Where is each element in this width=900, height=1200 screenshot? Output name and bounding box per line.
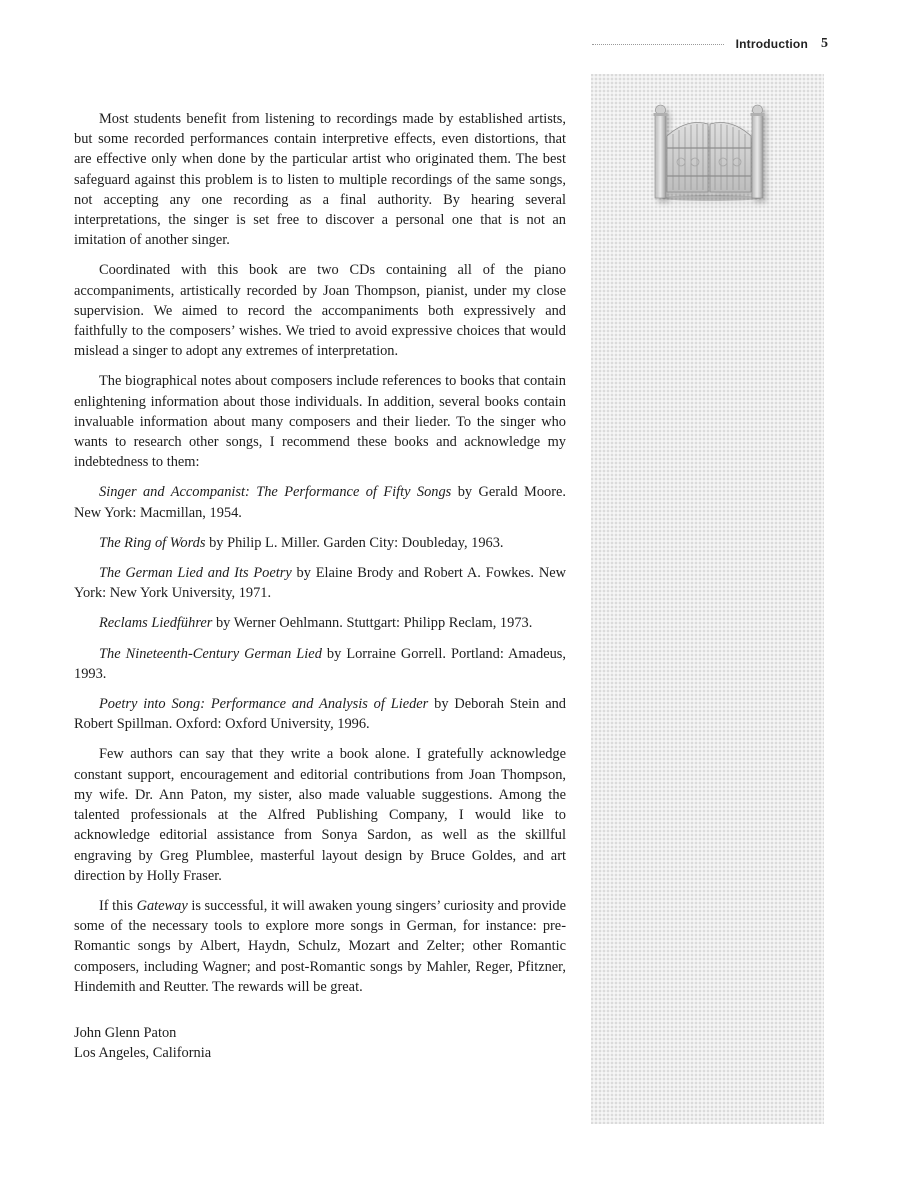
reference-item	[74, 563, 566, 603]
reference-details: by Philip L. Miller. Garden City: Doubleday, 1963.	[205, 534, 504, 551]
reference-details: by Deborah Stein and Robert Spillman. Oxford: Oxford University, 1996.	[74, 696, 566, 733]
author-name: John Glenn Paton	[74, 1024, 177, 1041]
reference-title: The German Lied and Its Poetry	[99, 565, 292, 582]
section-title: Introduction	[735, 37, 808, 51]
reference-details: by Elaine Brody and Robert A. Fowkes. New York: New York University, 1971.	[74, 565, 566, 602]
gateway-text-before: If this	[99, 897, 137, 914]
paragraph-biographical-notes: The biographical notes about composers include references to books that contain enlightening information about those individuals. In addition, several books contain invaluable information about many composers and their lieder. To the singer who wants to research other songs, I recommend these books and acknowledge my indebtedness to them:	[74, 373, 566, 471]
running-head	[592, 34, 828, 54]
signature	[74, 1023, 566, 1064]
author-location: Los Angeles, California	[74, 1045, 212, 1062]
paragraph-acknowledgements: Few authors can say that they write a book alone. I gratefully acknowledge constant support, encouragement and editorial contributions from Joan Thompson, my wife. Dr. Ann Paton, my sister, also made valuable suggestions. Among the talented professionals at the Alfred Publishing Company, I would like to acknowledge editorial assistance from Sonya Sardon, as well as the skillful engraving by Greg Plumblee, masterful layout design by Bruce Goldes, and art direction by Holly Fraser.	[74, 746, 566, 884]
reference-details: by Lorraine Gorrell. Portland: Amadeus, 1993.	[74, 645, 566, 682]
reference-item	[74, 482, 566, 522]
side-panel	[591, 74, 824, 1124]
reference-title: Poetry into Song: Performance and Analysis of Lieder	[99, 696, 429, 713]
reference-item	[74, 613, 566, 633]
page-number: 5	[821, 36, 828, 51]
reference-title: The Nineteenth-Century German Lied	[99, 645, 322, 662]
reference-details: by Gerald Moore. New York: Macmillan, 1954.	[74, 484, 567, 521]
gate-icon	[651, 102, 767, 202]
reference-title: Singer and Accompanist: The Performance of Fifty Songs	[99, 484, 452, 501]
reference-item	[74, 533, 566, 553]
reference-details: by Werner Oehlmann. Stuttgart: Philipp Reclam, 1973.	[212, 615, 533, 632]
reference-title: The Ring of Words	[99, 534, 206, 551]
gateway-title: Gateway	[136, 897, 188, 914]
main-text	[74, 109, 566, 1064]
paragraph-recordings: Most students benefit from listening to recordings made by established artists, but some recorded performances contain interpretive effects, even distortions, that are effective only when done by the particular artist who originated them. The best safeguard against this problem is to listen to multiple recordings of the same songs, not accepting any one recording as a final authority. By hearing several interpretations, the singer is set free to discover a personal one that is not an imitation of another singer.	[74, 111, 566, 249]
gateway-text-after: is successful, it will awaken young singers’ curiosity and provide some of the necessary tools to explore more songs in German, for instance: pre-Romantic songs by Albert, Haydn, Schulz, Mozart and Zelter; other Romantic composers, including Wagner; and post-Romantic songs by Mahler, Reger, Pfitzner, Hindemith and Reutter. The rewards will be great.	[74, 897, 566, 995]
reference-item	[74, 694, 566, 734]
paragraph-gateway	[74, 896, 566, 997]
header-dotted-rule	[592, 44, 724, 45]
paragraph-cds: Coordinated with this book are two CDs containing all of the piano accompaniments, artistically recorded by Joan Thompson, pianist, under my close supervision. We aimed to record the accompaniments both expressively and faithfully to the composers’ wishes. We tried to avoid expressive choices that would mislead a singer to adopt any extremes of interpretation.	[74, 262, 566, 360]
reference-item	[74, 644, 566, 684]
reference-title: Reclams Liedführer	[99, 615, 213, 632]
